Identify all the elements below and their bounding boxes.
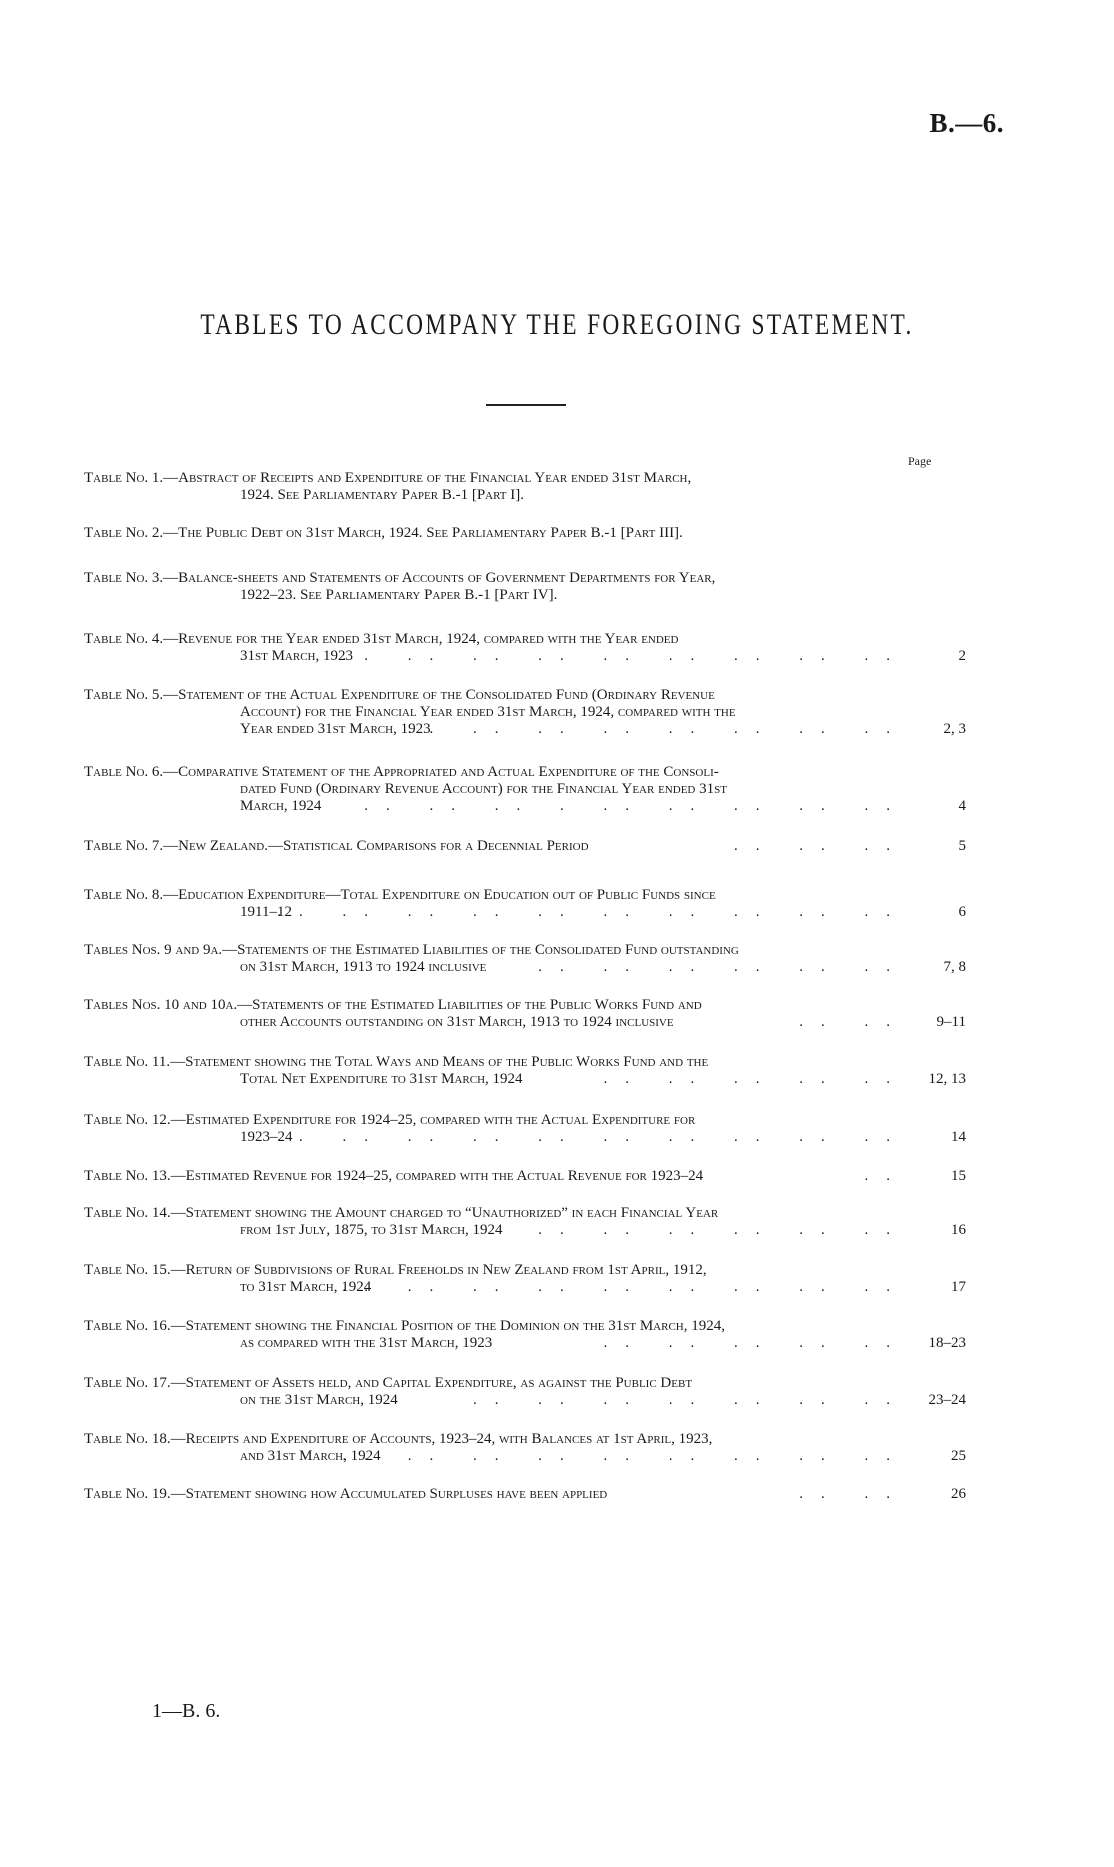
toc-page-number: 26: [951, 1486, 966, 1502]
toc-entry-text: 1924. See Parliamentary Paper B.-1 [Part I].: [240, 487, 525, 503]
toc-entry-continuation: [84, 1071, 966, 1088]
toc-entry-continuation: [84, 648, 966, 665]
toc-entry-text: Tables Nos. 10 and 10a.—Statements of the Estimated Liabilities of the Public Works Fund and: [84, 997, 702, 1013]
dot-leader: .. .. .. .. .. .. .. ..: [407, 721, 908, 737]
toc-page-number: 9–11: [936, 1014, 966, 1030]
toc-entry-text: Table No. 3.—Balance-sheets and Statements of Accounts of Government Departments for Year,: [84, 570, 716, 586]
toc-page-number: 6: [958, 904, 966, 920]
toc-entry-continuation: [84, 1129, 966, 1146]
toc-entry: [84, 887, 966, 921]
dot-leader: .. .. .. .. .. ..: [538, 959, 908, 975]
toc-entry-title: [84, 838, 966, 855]
toc-entry-title: [84, 887, 966, 904]
toc-entry-continuation: [84, 904, 966, 921]
toc-entry-text: Table No. 12.—Estimated Expenditure for 1924–25, compared with the Actual Expenditure for: [84, 1112, 696, 1128]
toc-entry-text: 1911–12: [240, 904, 292, 920]
toc-entry-text: Table No. 11.—Statement showing the Total Ways and Means of the Public Works Fund and the: [84, 1054, 709, 1070]
toc-entry-title: [84, 1205, 966, 1222]
toc-entry-text: 1923–24: [240, 1129, 293, 1145]
page-title: TABLES TO ACCOMPANY THE FOREGOING STATEMENT.: [200, 308, 914, 341]
toc-entry-text: other Accounts outstanding on 31st March, 1913 to 1924 inclusive: [240, 1014, 674, 1030]
toc-entry-text: Table No. 6.—Comparative Statement of the Appropriated and Actual Expenditure of the Consoli-: [84, 764, 719, 780]
toc-entry-continuation: [84, 798, 966, 815]
toc-page-number: 12, 13: [928, 1071, 966, 1087]
toc-entry-text: Table No. 5.—Statement of the Actual Expenditure of the Consolidated Fund (Ordinary Revenue: [84, 687, 715, 703]
toc-entry-text: on the 31st March, 1924: [240, 1392, 398, 1408]
dot-leader: .. .. .. . .. .. .. .. ..: [364, 798, 908, 814]
toc-page-number: 25: [951, 1448, 966, 1464]
toc-entry-text: Tables Nos. 9 and 9a.—Statements of the Estimated Liabilities of the Consolidated Fund outstanding: [84, 942, 739, 958]
toc-entry-title: [84, 631, 966, 648]
toc-entry-continuation: [84, 1448, 966, 1465]
toc-entry-text: 1922–23. See Parliamentary Paper B.-1 [Part IV].: [240, 587, 558, 603]
toc-entry: [84, 470, 966, 504]
toc-entry: [84, 631, 966, 665]
dot-leader: .. .. .. .. .. .. .. .. ..: [342, 1279, 908, 1295]
page-identifier: B.—6.: [929, 108, 1004, 138]
toc-entry-text: Table No. 15.—Return of Subdivisions of Rural Freeholds in New Zealand from 1st April, 1912,: [84, 1262, 707, 1278]
toc-entry-text: March, 1924: [240, 798, 322, 814]
toc-entry-continuation: [84, 721, 966, 738]
toc-entry: [84, 1375, 966, 1409]
toc-entry-text: on 31st March, 1913 to 1924 inclusive: [240, 959, 487, 975]
toc-entry-continuation: [84, 1335, 966, 1352]
toc-entry-text: Table No. 19.—Statement showing how Accumulated Surpluses have been applied: [84, 1486, 608, 1502]
toc-entry: [84, 1262, 966, 1296]
toc-page-number: 23–24: [928, 1392, 966, 1408]
toc-page-number: 16: [951, 1222, 966, 1238]
toc-entry-continuation: [84, 487, 966, 504]
toc-entry-text: 31st March, 1923: [240, 648, 353, 664]
toc-entry-text: Table No. 16.—Statement showing the Financial Position of the Dominion on the 31st March, 1924,: [84, 1318, 725, 1334]
toc-entry-title: [84, 570, 966, 587]
toc-entry-text: Table No. 13.—Estimated Revenue for 1924–25, compared with the Actual Revenue for 1923–24: [84, 1168, 704, 1184]
toc-entry: [84, 1318, 966, 1352]
toc-entry-text: to 31st March, 1924: [240, 1279, 372, 1295]
dot-leader: .. .. .. .. .. .. .. .. .. ..: [277, 1129, 908, 1145]
toc-page-number: 7, 8: [943, 959, 966, 975]
toc-entry: [84, 838, 966, 855]
dot-leader: .. ..: [799, 1486, 908, 1502]
toc-entry: [84, 942, 966, 976]
toc-entry-title: [84, 1054, 966, 1071]
toc-entry-text: Table No. 7.—New Zealand.—Statistical Comparisons for a Decennial Period: [84, 838, 589, 854]
toc-page-number: 15: [951, 1168, 966, 1184]
toc-entry: [84, 570, 966, 604]
toc-entry: [84, 1112, 966, 1146]
toc-page-number: 18–23: [928, 1335, 966, 1351]
toc-entry: [84, 1054, 966, 1088]
dot-leader: .. .. .. .. ..: [603, 1071, 908, 1087]
toc-entry: [84, 525, 966, 542]
toc-page-number: 2: [958, 648, 966, 664]
toc-entry-title: [84, 764, 966, 781]
toc-page-number: 4: [958, 798, 966, 814]
toc-entry-title: [84, 1262, 966, 1279]
toc-entry-title: [84, 687, 966, 704]
footer-identifier: 1—B. 6.: [152, 1700, 221, 1722]
dot-leader: .. .. .. .. .. .. ..: [473, 1392, 908, 1408]
toc-entry-text: Table No. 1.—Abstract of Receipts and Expenditure of the Financial Year ended 31st March,: [84, 470, 692, 486]
toc-entry-text: Table No. 18.—Receipts and Expenditure of Accounts, 1923–24, with Balances at 1st April, 1923,: [84, 1431, 713, 1447]
toc-entry-continuation: [84, 1014, 966, 1031]
dot-leader: .. .. .. .. .. .. .. .. .. ..: [277, 904, 908, 920]
toc-entry-title: [84, 525, 966, 542]
toc-entry-title: [84, 942, 966, 959]
toc-entry-title: [84, 997, 966, 1014]
toc-page-number: 14: [951, 1129, 966, 1145]
toc-entry-text: as compared with the 31st March, 1923: [240, 1335, 493, 1351]
toc-entry-title: [84, 1431, 966, 1448]
dot-leader: .. .. .. .. .. ..: [538, 1222, 908, 1238]
toc-entry-text: Table No. 8.—Education Expenditure—Total Expenditure on Education out of Public Funds since: [84, 887, 716, 903]
toc-entry-text: Total Net Expenditure to 31st March, 1924: [240, 1071, 523, 1087]
toc-entry-continuation: [84, 704, 966, 721]
dot-leader: .. .. .. .. .. .. .. .. ..: [342, 648, 908, 664]
dot-leader: ..: [864, 1168, 908, 1184]
dot-leader: .. ..: [799, 1014, 908, 1030]
toc-entry: [84, 764, 966, 815]
toc-entry: [84, 997, 966, 1031]
toc-entry-title: [84, 1318, 966, 1335]
toc-entry-title: [84, 1375, 966, 1392]
toc-entry-continuation: [84, 1392, 966, 1409]
dot-leader: .. .. .. .. .. .. .. .. ..: [342, 1448, 908, 1464]
toc-entry-continuation: [84, 781, 966, 798]
toc-entry-title: [84, 1486, 966, 1503]
toc-page-number: 2, 3: [943, 721, 966, 737]
toc-entry-continuation: [84, 587, 966, 604]
toc-entry-continuation: [84, 1222, 966, 1239]
toc-entry-text: and 31st March, 1924: [240, 1448, 381, 1464]
toc-entry: [84, 1205, 966, 1239]
toc-entry-text: Table No. 2.—The Public Debt on 31st March, 1924. See Parliamentary Paper B.-1 [Part III].: [84, 525, 683, 541]
dot-leader: .. .. .. .. ..: [603, 1335, 908, 1351]
toc-entry-title: [84, 1112, 966, 1129]
toc-entry: [84, 687, 966, 738]
toc-entry-title: [84, 1168, 966, 1185]
toc-entry-text: dated Fund (Ordinary Revenue Account) for the Financial Year ended 31st: [240, 781, 727, 797]
toc-entry-title: [84, 470, 966, 487]
toc-entry-text: Table No. 14.—Statement showing the Amount charged to “Unauthorized” in each Financial Year: [84, 1205, 719, 1221]
toc-entry: [84, 1486, 966, 1503]
title-divider: [486, 404, 566, 406]
toc-page-number: 5: [958, 838, 966, 854]
toc-entry-continuation: [84, 1279, 966, 1296]
toc-page-number: 17: [951, 1279, 966, 1295]
dot-leader: .. .. ..: [734, 838, 908, 854]
page-column-label: Page: [908, 454, 932, 468]
toc-entry: [84, 1431, 966, 1465]
toc-entry-continuation: [84, 959, 966, 976]
toc-entry-text: Table No. 17.—Statement of Assets held, and Capital Expenditure, as against the Public Debt: [84, 1375, 693, 1391]
toc-entry-text: Year ended 31st March, 1923: [240, 721, 431, 737]
toc-entry-text: from 1st July, 1875, to 31st March, 1924: [240, 1222, 503, 1238]
toc-entry-text: Account) for the Financial Year ended 31st March, 1924, compared with the: [240, 704, 736, 720]
toc-entry-text: Table No. 4.—Revenue for the Year ended 31st March, 1924, compared with the Year ended: [84, 631, 679, 647]
toc-entry: [84, 1168, 966, 1185]
